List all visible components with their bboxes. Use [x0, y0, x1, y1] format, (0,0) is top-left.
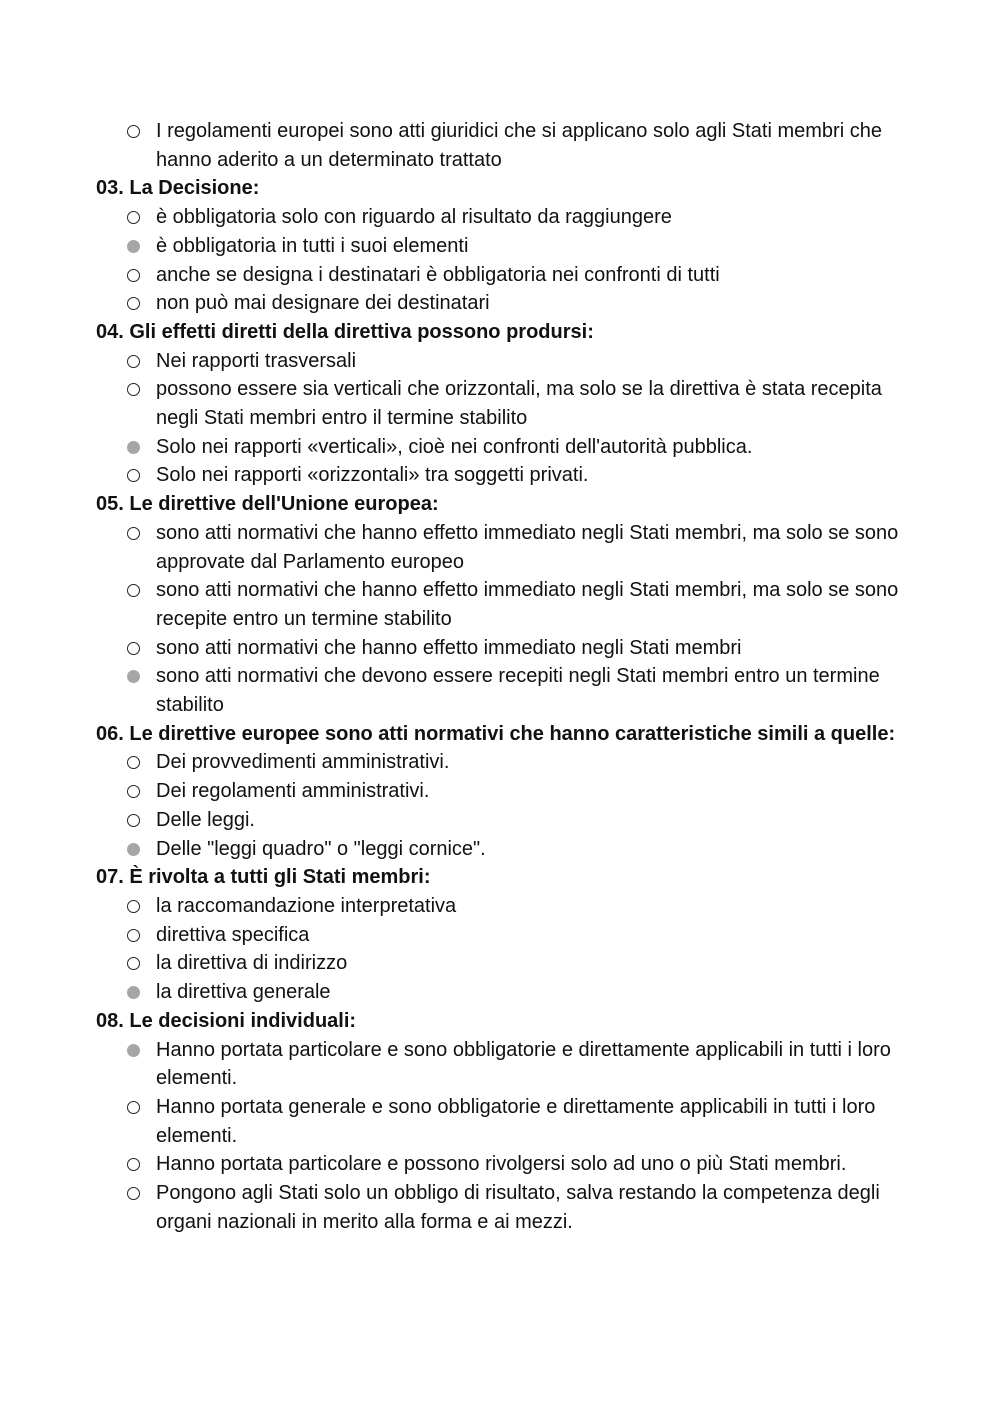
empty-circle-icon [127, 929, 140, 942]
option-text: anche se designa i destinatari è obbligatoria nei confronti di tutti [156, 263, 720, 286]
option-text: Hanno portata particolare e possono rivolgersi solo ad uno o più Stati membri. [156, 1153, 847, 1176]
empty-circle-icon [127, 756, 140, 769]
option-text: è obbligatoria solo con riguardo al risultato da raggiungere [156, 206, 672, 229]
option-text: direttiva specifica [156, 923, 310, 946]
answer-option [96, 1093, 926, 1150]
question-title: 03. La Decisione: [96, 177, 260, 200]
option-text: sono atti normativi che devono essere recepiti negli Stati membri entro un termine stabilito [156, 665, 880, 717]
option-text: Dei regolamenti amministrativi. [156, 780, 430, 803]
option-text: non può mai designare dei destinatari [156, 292, 490, 315]
document-page [96, 117, 926, 1236]
option-text: Delle leggi. [156, 808, 255, 831]
question-block [96, 318, 926, 490]
option-text: I regolamenti europei sono atti giuridici che si applicano solo agli Stati membri che hanno aderito a un determinato trattato [156, 120, 882, 171]
filled-circle-icon [127, 843, 140, 856]
empty-circle-icon [127, 469, 140, 482]
question-title: 06. Le direttive europee sono atti normativi che hanno caratteristiche simili a quelle: [96, 722, 896, 745]
question-block [96, 174, 926, 318]
answer-option [96, 375, 926, 432]
answer-option [96, 461, 926, 490]
option-list [96, 519, 926, 720]
empty-circle-icon [127, 1101, 140, 1114]
question-block [96, 720, 926, 864]
option-text: è obbligatoria in tutti i suoi elementi [156, 234, 469, 257]
empty-circle-icon [127, 785, 140, 798]
option-list [96, 203, 926, 318]
answer-option [96, 1179, 926, 1236]
option-text: Solo nei rapporti «verticali», cioè nei confronti dell'autorità pubblica. [156, 435, 753, 458]
filled-circle-icon [127, 1044, 140, 1057]
answer-option [96, 921, 926, 950]
question-block [96, 1007, 926, 1237]
option-text: la direttiva generale [156, 981, 331, 1004]
answer-option [96, 748, 926, 777]
option-list [96, 892, 926, 1007]
empty-circle-icon [127, 642, 140, 655]
option-list [96, 748, 926, 863]
empty-circle-icon [127, 527, 140, 540]
answer-option [96, 949, 926, 978]
answer-option [96, 576, 926, 633]
empty-circle-icon [127, 125, 140, 138]
answer-option-correct [96, 978, 926, 1007]
question-block [96, 863, 926, 1007]
answer-option [96, 203, 926, 232]
empty-circle-icon [127, 355, 140, 368]
filled-circle-icon [127, 986, 140, 999]
option-text: sono atti normativi che hanno effetto immediato negli Stati membri [156, 636, 742, 659]
empty-circle-icon [127, 1158, 140, 1171]
empty-circle-icon [127, 814, 140, 827]
answer-option [96, 117, 926, 174]
question-title: 04. Gli effetti diretti della direttiva possono prodursi: [96, 320, 594, 343]
empty-circle-icon [127, 383, 140, 396]
empty-circle-icon [127, 957, 140, 970]
empty-circle-icon [127, 297, 140, 310]
option-text: Hanno portata generale e sono obbligatorie e direttamente applicabili in tutti i loro elementi. [156, 1095, 876, 1147]
question-list [96, 174, 926, 1236]
option-text: la direttiva di indirizzo [156, 952, 348, 975]
filled-circle-icon [127, 670, 140, 683]
option-text: sono atti normativi che hanno effetto immediato negli Stati membri, ma solo se sono approvate dal Parlamento europeo [156, 521, 899, 573]
option-text: Delle "leggi quadro" o "leggi cornice". [156, 837, 486, 860]
option-text: Pongono agli Stati solo un obbligo di risultato, salva restando la competenza degli organi nazionali in merito alla forma e ai mezzi. [156, 1182, 880, 1233]
question-title: 07. È rivolta a tutti gli Stati membri: [96, 866, 431, 889]
answer-option-correct [96, 1036, 926, 1093]
answer-option [96, 1150, 926, 1179]
option-text: Nei rapporti trasversali [156, 349, 357, 372]
answer-option-correct [96, 232, 926, 261]
option-text: Dei provvedimenti amministrativi. [156, 751, 450, 774]
option-text: sono atti normativi che hanno effetto immediato negli Stati membri, ma solo se sono recepite entro un termine stabilito [156, 579, 899, 630]
option-list [96, 347, 926, 491]
option-list [96, 1036, 926, 1237]
empty-circle-icon [127, 900, 140, 913]
answer-option [96, 806, 926, 835]
answer-option [96, 892, 926, 921]
continued-option-list [96, 117, 926, 174]
option-text: la raccomandazione interpretativa [156, 894, 457, 917]
filled-circle-icon [127, 441, 140, 454]
answer-option [96, 634, 926, 663]
filled-circle-icon [127, 240, 140, 253]
question-title: 05. Le direttive dell'Unione europea: [96, 493, 439, 516]
answer-option [96, 289, 926, 318]
question-block [96, 490, 926, 720]
question-title: 08. Le decisioni individuali: [96, 1009, 357, 1032]
answer-option [96, 347, 926, 376]
answer-option [96, 261, 926, 290]
option-text: Hanno portata particolare e sono obbligatorie e direttamente applicabili in tutti i loro elementi. [156, 1038, 891, 1090]
option-text: possono essere sia verticali che orizzontali, ma solo se la direttiva è stata recepita negli Stati membri entro il termine stabilito [156, 378, 882, 430]
empty-circle-icon [127, 1187, 140, 1200]
answer-option [96, 519, 926, 576]
answer-option [96, 777, 926, 806]
answer-option-correct [96, 835, 926, 864]
empty-circle-icon [127, 211, 140, 224]
answer-option-correct [96, 433, 926, 462]
option-text: Solo nei rapporti «orizzontali» tra soggetti privati. [156, 464, 589, 487]
empty-circle-icon [127, 584, 140, 597]
answer-option-correct [96, 662, 926, 719]
empty-circle-icon [127, 269, 140, 282]
